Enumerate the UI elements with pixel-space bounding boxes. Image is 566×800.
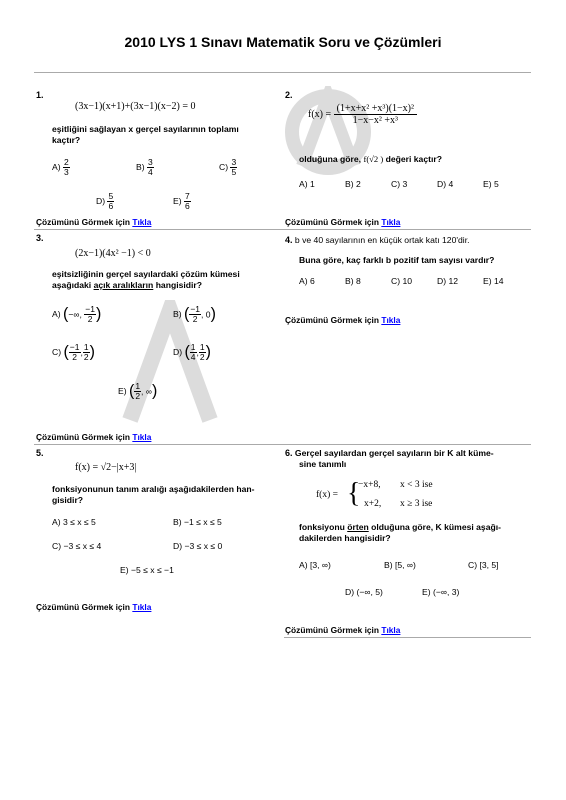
question-number: 3.: [36, 233, 44, 243]
frac-den: 2: [199, 352, 205, 362]
q6-text-line: dakilerden hangisidir?: [299, 533, 391, 543]
q1-solution-link: [36, 217, 151, 227]
q2-function: [308, 103, 417, 126]
q1-text-line: kaçtır?: [52, 135, 81, 145]
question-number: 6.: [285, 448, 293, 458]
frac-num: −1: [85, 304, 95, 314]
q3-text-underlined: açık aralıkların: [93, 280, 154, 290]
option-label: C): [219, 161, 229, 172]
q1-option-a: [52, 158, 70, 177]
interval-start: −∞,: [68, 309, 82, 320]
q6-option-c: C) [3, 5]: [468, 560, 499, 570]
option-label: B): [173, 308, 182, 319]
q1-option-d: [96, 192, 114, 211]
frac-num: 1: [190, 342, 196, 352]
option-label: C): [52, 346, 62, 357]
q6-text-line: [299, 522, 533, 533]
frac-den: 2: [192, 314, 198, 324]
link-prefix: Çözümünü Görmek için: [36, 217, 130, 227]
q2-numerator: (1+x+x² +x³)(1−x)²: [334, 103, 417, 115]
divider: [34, 72, 531, 73]
q2-text-suffix: değeri kaçtır?: [385, 154, 442, 164]
solution-link[interactable]: Tıkla: [381, 217, 401, 227]
divider: [34, 444, 531, 445]
q2-denominator: 1−x−x² +x³: [352, 115, 399, 126]
frac-den: 5: [231, 167, 237, 177]
frac-den: 2: [72, 352, 78, 362]
link-prefix: Çözümünü Görmek için: [285, 315, 379, 325]
q6-case2-cond: x ≥ 3 ise: [400, 499, 433, 509]
option-label: B): [136, 161, 145, 172]
q5-option-d: D) −3 ≤ x ≤ 0: [173, 541, 223, 551]
frac-num: −1: [190, 304, 201, 314]
solution-link[interactable]: Tıkla: [381, 315, 401, 325]
page-title: 2010 LYS 1 Sınavı Matematik Soru ve Çözümleri: [124, 34, 442, 50]
interval-end: , ∞: [141, 386, 152, 397]
link-prefix: Çözümünü Görmek için: [36, 602, 130, 612]
frac-num: 3: [231, 157, 237, 167]
q6-text: Gerçel sayılardan gerçel sayıların bir K alt küme-: [294, 448, 494, 458]
q4-question: Buna göre, kaç farklı b pozitif tam sayısı vardır?: [299, 255, 495, 265]
q2-text: [299, 154, 442, 165]
q2-option-d: D) 4: [437, 179, 454, 189]
frac-den: 2: [87, 314, 93, 324]
q4-option-e: E) 14: [483, 276, 504, 286]
frac-num: 7: [184, 191, 190, 201]
q6-option-e: E) (−∞, 3): [422, 587, 460, 597]
q5-option-e: E) −5 ≤ x ≤ −1: [120, 565, 174, 575]
frac-num: 2: [63, 157, 69, 167]
frac-num: 1: [199, 342, 205, 352]
frac-den: 3: [63, 167, 69, 177]
question-number: 4.: [285, 235, 293, 245]
divider: [34, 229, 531, 230]
q3-option-c: C) ( $\frac{-1}{2}$ , $\frac{1}{2}$ ): [52, 342, 95, 362]
q3-option-e: E) ( $\frac{1}{2}$ , ∞): [118, 381, 158, 401]
interval-end: , 0: [201, 309, 211, 320]
frac-num: 1: [83, 342, 89, 352]
q5-function: f(x) = √2−|x+3|: [75, 462, 137, 473]
q5-solution-link: [36, 602, 151, 612]
frac-den: 4: [147, 167, 153, 177]
q5-option-a: A) 3 ≤ x ≤ 5: [52, 517, 96, 527]
question-2: [285, 90, 293, 101]
frac-num: −1: [69, 342, 80, 352]
q2-option-c: C) 3: [391, 179, 408, 189]
question-3: [36, 233, 44, 244]
q3-solution-link: [36, 432, 151, 442]
q3-inequality: (2x−1)(4x² −1) < 0: [75, 248, 151, 259]
q4-text: b ve 40 sayılarının en küçük ortak katı 120'dir.: [294, 235, 470, 245]
question-4: [285, 235, 469, 246]
q6-option-b: B) [5, ∞): [384, 560, 416, 570]
solution-link[interactable]: Tıkla: [381, 625, 401, 635]
q3-text-line: [52, 280, 282, 291]
q2-text-expr: f(√2 ): [363, 154, 384, 164]
q1-option-c: [219, 158, 237, 177]
q4-option-b: B) 8: [345, 276, 361, 286]
q6-text-post: olduğuna göre, K kümesi aşağı-: [371, 522, 501, 532]
q2-option-e: E) 5: [483, 179, 499, 189]
q5-option-b: B) −1 ≤ x ≤ 5: [173, 517, 222, 527]
q6-text-line: sine tanımlı: [299, 459, 347, 469]
link-prefix: Çözümünü Görmek için: [285, 217, 379, 227]
q6-option-a: A) [3, ∞): [299, 560, 331, 570]
q3-option-d: D) ( $\frac{1}{4}$ , $\frac{1}{2}$ ): [173, 342, 211, 362]
question-6: [285, 448, 533, 470]
frac-num: 3: [147, 157, 153, 167]
q2-lhs: f(x) =: [308, 109, 332, 120]
option-label: E): [173, 195, 182, 206]
q6-case1-cond: x < 3 ise: [400, 480, 433, 490]
q6-text-underlined: örten: [347, 522, 369, 532]
solution-link[interactable]: Tıkla: [132, 602, 152, 612]
link-prefix: Çözümünü Görmek için: [36, 432, 130, 442]
q3-text-line: eşitsizliğinin gerçel sayılardaki çözüm kümesi: [52, 269, 240, 279]
frac-num: 1: [135, 381, 141, 391]
option-label: D): [173, 346, 183, 357]
q6-lhs: f(x) =: [316, 490, 338, 500]
q4-option-c: C) 10: [391, 276, 413, 286]
q6-text-pre: fonksiyonu: [299, 522, 345, 532]
q1-text: [52, 124, 282, 146]
q3-text: [52, 269, 282, 291]
option-label: E): [118, 385, 127, 396]
link-prefix: Çözümünü Görmek için: [285, 625, 379, 635]
q6-option-d: D) (−∞, 5): [345, 587, 383, 597]
solution-link[interactable]: Tıkla: [132, 432, 152, 442]
q5-option-c: C) −3 ≤ x ≤ 4: [52, 541, 102, 551]
question-1: [36, 90, 281, 101]
q1-text-line: eşitliğini sağlayan x gerçel sayılarının toplamı: [52, 124, 239, 134]
q6-solution-link: [285, 625, 400, 635]
q4-option-d: D) 12: [437, 276, 459, 286]
q1-equation: (3x−1)(x+1)+(3x−1)(x−2) = 0: [75, 101, 196, 112]
q4-solution-link: [285, 315, 400, 325]
q1-option-e: [173, 192, 191, 211]
q6-text-line: [285, 448, 533, 459]
question-number: 2.: [285, 90, 293, 100]
frac-num: 5: [108, 191, 114, 201]
frac-den: 2: [135, 391, 141, 401]
q3-text-post: hangisidir?: [155, 280, 203, 290]
option-label: A): [52, 308, 61, 319]
frac-den: 6: [108, 201, 114, 211]
q2-option-b: B) 2: [345, 179, 361, 189]
q6-case1-expr: −x+8,: [358, 480, 381, 490]
divider: [284, 637, 531, 638]
frac-den: 2: [83, 352, 89, 362]
q3-text-pre: aşağıdaki: [52, 280, 92, 290]
q2-text-prefix: olduğuna göre,: [299, 154, 362, 164]
q3-option-b: B) ( $\frac{-1}{2}$ , 0): [173, 304, 216, 324]
solution-link[interactable]: Tıkla: [132, 217, 152, 227]
q6-text-2: [299, 522, 533, 544]
q1-option-b: [136, 158, 154, 177]
frac-den: 4: [190, 352, 196, 362]
option-label: A): [52, 161, 61, 172]
question-number: 5.: [36, 448, 44, 458]
frac-den: 6: [184, 201, 190, 211]
question-5: [36, 448, 44, 459]
q5-text-line: gisidir?: [52, 495, 84, 505]
q3-option-a: A) (−∞, $\frac{-1}{2}$ ): [52, 304, 102, 324]
q4-option-a: A) 6: [299, 276, 315, 286]
q2-solution-link: [285, 217, 400, 227]
option-label: D): [96, 195, 106, 206]
q5-text-line: fonksiyonunun tanım aralığı aşağıdakilerden han-: [52, 484, 255, 494]
question-number: 1.: [36, 90, 44, 100]
q6-case2-expr: x+2,: [364, 499, 382, 509]
q2-option-a: A) 1: [299, 179, 315, 189]
q5-text: [52, 484, 282, 506]
